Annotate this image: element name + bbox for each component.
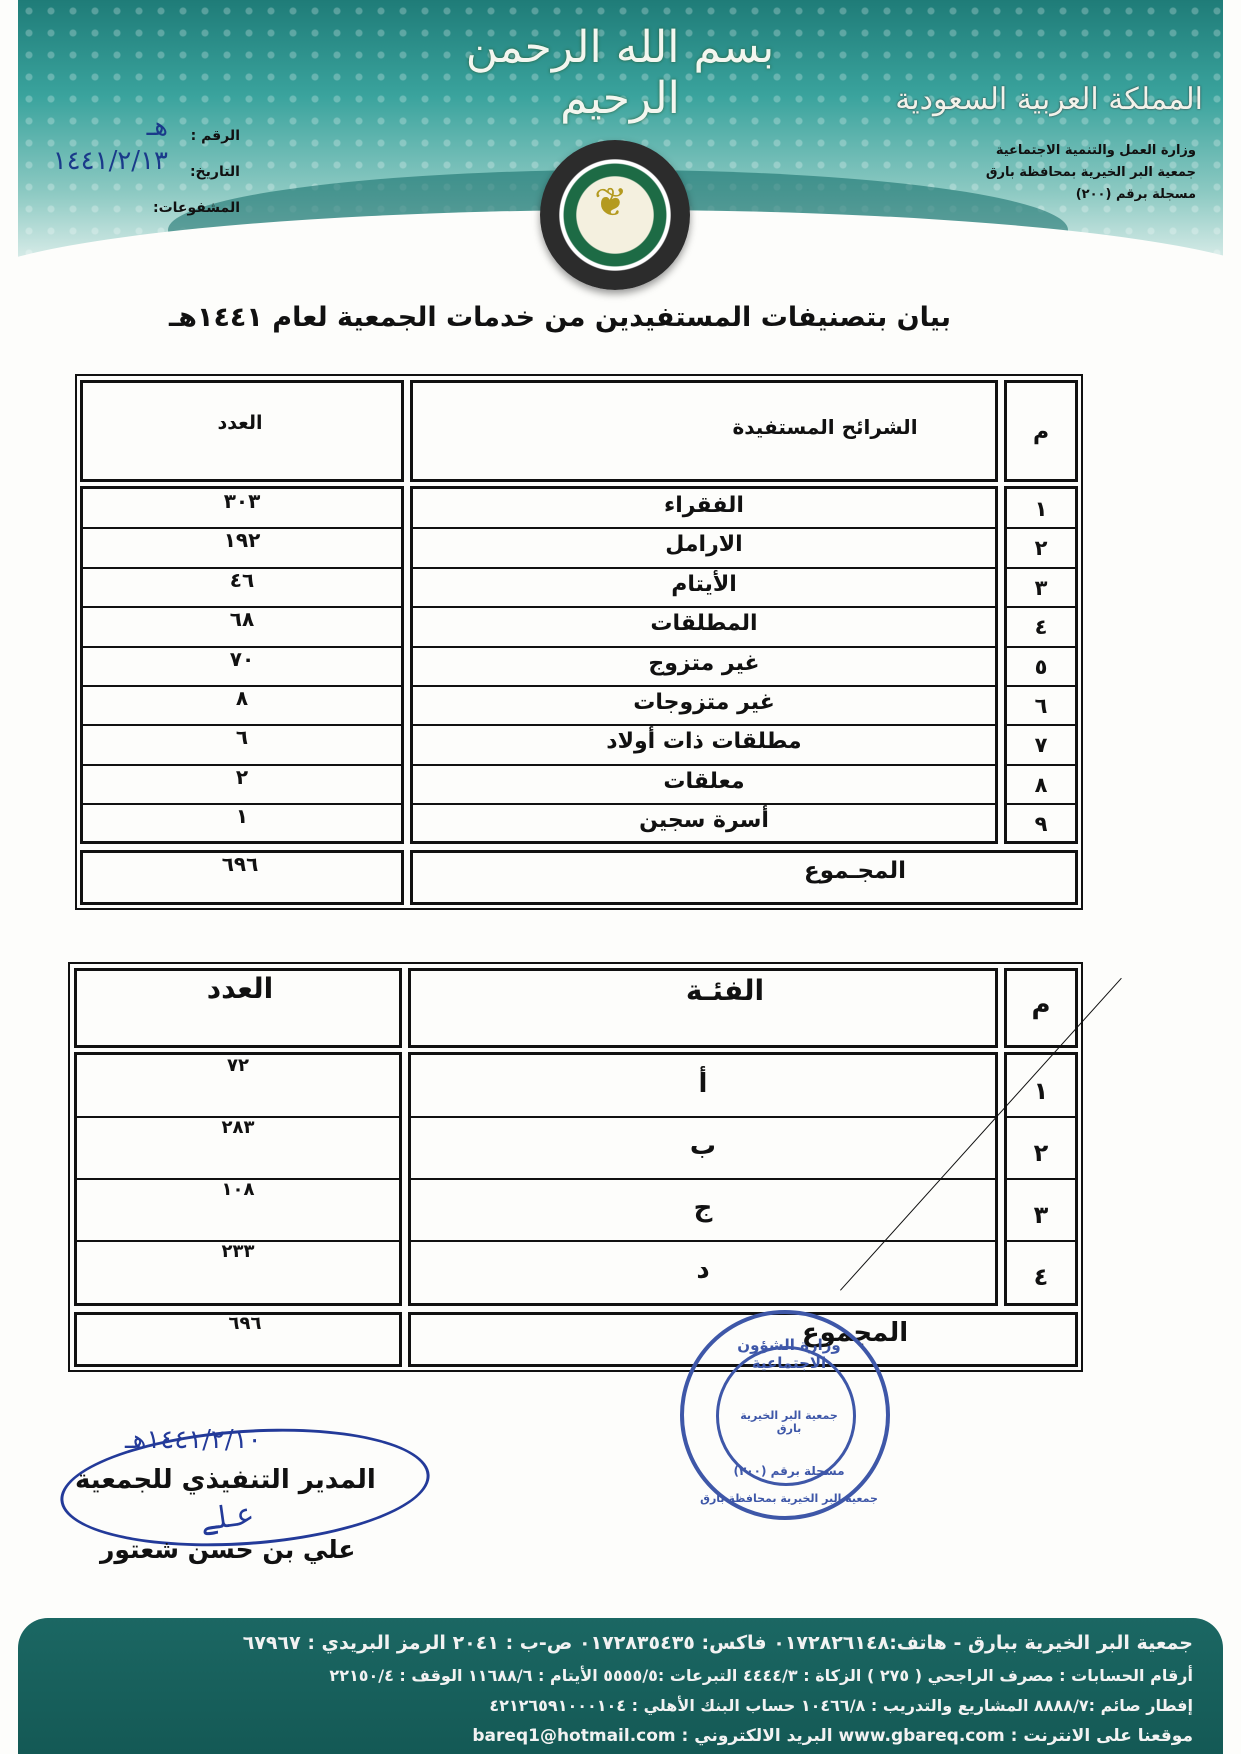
table1-cell-label: أسرة سجين	[639, 808, 769, 834]
table1-row-divider	[1007, 803, 1075, 805]
letterhead-footer	[18, 1618, 1223, 1754]
stamp-inner-text: مسجلة برقم (٢٠٠)	[733, 1464, 845, 1478]
table1-cell-count: ٦	[235, 725, 249, 750]
table2-cell-label: د	[696, 1255, 710, 1285]
table1-cell-count: ٧٠	[229, 646, 255, 671]
handwritten-date: ١٤٤١/٢/١٣	[52, 146, 168, 176]
table1-cell-label: الأيتام	[671, 571, 737, 597]
table2-cell-label: أ	[698, 1069, 708, 1099]
table1-row-divider	[413, 803, 995, 805]
table1-row-divider	[1007, 527, 1075, 529]
table1-cell-num: ٢	[1034, 536, 1048, 561]
footer-accounts: أرقام الحسابات : مصرف الراجحي ( ٢٧٥ ) الزكاة : ٤٤٤٤/٣ التبرعات :٥٥٥٥/٥ الأيتام : ١١٦٨٨/٦ الوقف : ٢٢١٥٠/٤	[329, 1666, 1193, 1685]
table1-cell-count: ٨	[235, 686, 249, 710]
org-line-society: جمعية البر الخيرية بمحافظة بارق	[985, 165, 1196, 180]
table2-cell-num: ٣	[1033, 1201, 1049, 1229]
footer-accounts-2: إفطار صائم :٨٨٨٨/٧ المشاريع والتدريب : ١٠٤٦٦/٨ حساب البنك الأهلي : ٤٢١٢٦٥٩١٠٠٠١٠٤	[489, 1696, 1193, 1715]
table2-cell-num: ٤	[1033, 1263, 1049, 1291]
handwritten-number: هـ	[146, 112, 168, 142]
table1-row-divider	[413, 685, 995, 687]
table2-cell-num: ١	[1033, 1077, 1049, 1105]
footer-contact: جمعية البر الخيرية ببارق - هاتف:٠١٧٢٨٢٦١٤٨ فاكس: ٠١٧٢٨٣٥٤٣٥ ص-ب : ٢٠٤١ الرمز البريدي : ٦٧٩٦٧	[242, 1632, 1193, 1654]
table1-row-divider	[413, 527, 995, 529]
table1-header-label: الشرائح المستفيدة	[732, 415, 918, 439]
stamp-middle-text: جمعية البر الخيرية بارق	[740, 1409, 838, 1435]
table1-cell-label: غير متزوج	[648, 650, 760, 676]
table1-cell-num: ٩	[1034, 812, 1048, 837]
table2-total-label: المجموع	[801, 1318, 909, 1348]
official-stamp	[680, 1310, 890, 1520]
table2-cell-count: ١٠٨	[221, 1179, 255, 1200]
table1-total-label-box	[410, 850, 1078, 905]
table1-row-divider	[413, 646, 995, 648]
table1-cell-label: معلقات	[663, 768, 745, 794]
table1-cell-num: ١	[1034, 497, 1048, 521]
table1-cell-num: ٣	[1034, 575, 1048, 600]
organization-lines	[986, 140, 1196, 206]
table2-header-count: العدد	[206, 972, 274, 1005]
basmala: بسم الله الرحمن الرحيم	[465, 22, 775, 124]
stamp-bottom-text: جمعية البر الخيرية بمحافظة بارق	[700, 1492, 878, 1505]
table1-row-divider	[1007, 606, 1075, 608]
attachments-label: المشفوعات:	[152, 200, 240, 216]
table2-cell-label: ج	[693, 1193, 713, 1223]
table2-row-divider	[411, 1116, 995, 1118]
table1-total-count: ٦٩٦	[221, 852, 259, 876]
table1-row-divider	[413, 567, 995, 569]
signature-date: ١٤٤١/٢/١٠هـ	[125, 1425, 262, 1455]
date-label: التاريخ:	[189, 164, 240, 180]
table2-row-divider	[411, 1240, 995, 1242]
footer-web: موقعنا على الانترنت : www.gbareq.com البريد الالكتروني : bareq1@hotmail.com	[472, 1726, 1193, 1746]
table1-row-divider	[1007, 685, 1075, 687]
table1-cell-num: ٥	[1034, 654, 1048, 679]
table1-row-divider	[413, 606, 995, 608]
table1-row-divider	[1007, 646, 1075, 648]
table1-cell-label: الارامل	[665, 532, 743, 558]
table2-row-divider	[411, 1178, 995, 1180]
org-line-registration: مسجلة برقم (٢٠٠)	[1075, 187, 1196, 202]
table1-cell-label: مطلقات ذات أولاد	[606, 729, 802, 755]
table1-cell-label: الفقراء	[664, 493, 744, 518]
wheat-icon: ❦	[594, 180, 628, 226]
table1-cell-count: ١٩٢	[223, 528, 261, 553]
table2-cell-count: ٧٢	[227, 1055, 249, 1076]
society-logo	[540, 140, 690, 290]
table1-cell-count: ١	[235, 804, 249, 829]
table2-row-divider	[1007, 1116, 1075, 1118]
table1-cell-label: غير متزوجات	[633, 690, 775, 715]
table2-cell-label: ب	[689, 1131, 717, 1161]
table2-cell-count: ٢٣٣	[221, 1241, 255, 1262]
signatory-title: المدير التنفيذي للجمعية	[75, 1465, 376, 1495]
table2-header-num: م	[1031, 990, 1051, 1020]
table1-cell-label: المطلقات	[650, 611, 758, 637]
table1-header-num: م	[1032, 420, 1050, 445]
table1-cell-num: ٧	[1034, 733, 1048, 758]
table1-cell-count: ٣٠٣	[223, 489, 261, 513]
table1-row-divider	[1007, 724, 1075, 726]
table1-cell-count: ٤٦	[229, 567, 255, 592]
table2-cell-num: ٢	[1033, 1139, 1049, 1167]
table2-row-divider	[1007, 1240, 1075, 1242]
document-title: بيان بتصنيفات المستفيدين من خدمات الجمعية لعام ١٤٤١هـ	[169, 302, 951, 333]
table1-cell-num: ٨	[1034, 772, 1048, 797]
handwritten-meta	[18, 110, 168, 178]
stamp-outer-text: وزارة الشؤون الاجتماعية	[737, 1336, 841, 1372]
org-line-ministry: وزارة العمل والتنمية الاجتماعية	[995, 143, 1196, 158]
signatory-name: علي بن حسن شعتور	[100, 1535, 356, 1564]
table1-row-divider	[413, 764, 995, 766]
number-label: الرقم :	[190, 128, 240, 144]
kingdom-title: المملكة العربية السعودية	[895, 82, 1203, 117]
table2-header-label: الفئـة	[685, 974, 765, 1007]
table2-total-count: ٦٩٦	[228, 1313, 262, 1334]
table1-cell-num: ٤	[1034, 615, 1048, 640]
table1-cell-count: ٢	[235, 764, 249, 789]
table1-row-divider	[1007, 567, 1075, 569]
table1-header-count: العدد	[217, 412, 263, 434]
handwritten-signature: ع‍ـلے	[197, 1496, 257, 1539]
table2-cell-count: ٢٨٣	[221, 1117, 255, 1138]
table1-cell-num: ٦	[1034, 694, 1048, 718]
table1-total-label: المجـموع	[804, 858, 906, 884]
table1-row-divider	[413, 724, 995, 726]
table2-row-divider	[1007, 1178, 1075, 1180]
table1-row-divider	[1007, 764, 1075, 766]
table1-cell-count: ٦٨	[229, 607, 255, 632]
